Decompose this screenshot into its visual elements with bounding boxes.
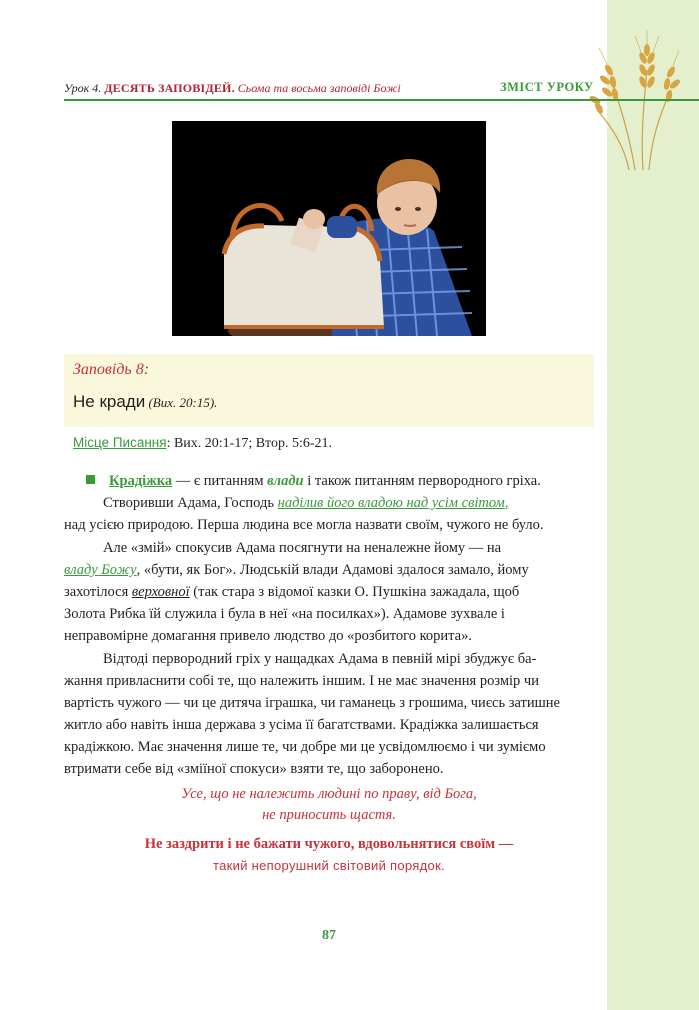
body-line-11: вартість чужого — чи це дитяча іграшка, чи гаманець з грошима, чиєсь затишне xyxy=(64,694,560,711)
commandment-box xyxy=(64,354,594,427)
quote-line: такий непорушний світовий порядок. xyxy=(213,858,445,873)
illustration-photo xyxy=(172,121,486,336)
body-line-10: жання привласнити собі те, що належить іншим. І не має значення розмір чи xyxy=(64,672,539,689)
body-line-4: Але «змій» спокусив Адама посягнути на неналежне йому — на xyxy=(103,539,502,556)
quote-happiness xyxy=(64,784,594,826)
commandment-text xyxy=(73,392,217,412)
term-theft-link[interactable]: Крадіжка xyxy=(109,473,173,489)
term-power: влади xyxy=(267,473,304,489)
page-number: 87 xyxy=(322,928,336,943)
body-text: , xyxy=(504,495,509,512)
child-with-purse-illustration xyxy=(172,121,486,336)
lesson-heading xyxy=(64,81,401,96)
scripture-link[interactable]: Місце Писання xyxy=(73,435,167,450)
body-line-12: житло або навіть інша держава з усіма її багатствами. Крадіжка залишається xyxy=(64,717,539,734)
quote-line: Усе, що не належить людині по праву, від Бога, xyxy=(181,786,477,802)
quote-line: не приносить щастя. xyxy=(262,807,396,823)
body-line-1 xyxy=(64,470,594,492)
body-text: Створивши Адама, Господь xyxy=(103,495,278,512)
body-line-7: Золота Рибка їй служила і була в неї «на посилках»). Адамове зухвале і xyxy=(64,606,505,623)
commandment-reference: (Вих. 20:15). xyxy=(145,395,218,410)
quote-line-bold: Не заздрити і не бажати чужого, вдовольнятися своїм — xyxy=(144,836,514,852)
body-line-3: над усією природою. Перша людина все могла назвати своїм, чужого не було. xyxy=(64,517,544,534)
header-divider xyxy=(64,99,699,101)
scripture-line xyxy=(73,435,332,452)
body-text: , «бути, як Бог». Людській влади Адамові здалося замало, йому xyxy=(136,561,529,578)
lesson-subtitle: Сьома та восьма заповіді Божі xyxy=(234,81,401,95)
commandment-main-text: Не кради xyxy=(73,392,146,411)
body-text: захотілося xyxy=(64,583,132,600)
commandment-label: Заповідь 8: xyxy=(73,361,150,378)
term-dominion-link[interactable]: наділив його владою над усім світом xyxy=(277,495,505,512)
term-gods-power-link[interactable]: владу Божу xyxy=(64,561,137,578)
body-line-14: втримати себе від «зміїної спокуси» взяти те, що заборонено. xyxy=(64,761,444,778)
body-line-5 xyxy=(64,559,594,581)
body-text: (так стара з відомої казки О. Пушкіна зажадала, щоб xyxy=(189,583,520,600)
lesson-prefix: Урок 4. xyxy=(64,81,105,95)
page-header xyxy=(64,78,607,98)
body-text: — є питанням xyxy=(172,473,268,489)
quote-world-order xyxy=(64,834,594,876)
term-supreme: верховної xyxy=(131,583,190,600)
body-text: і також питанням первородного гріха. xyxy=(303,473,541,489)
body-line-9: Відтоді первородний гріх у нащадках Адама в певній мірі збуджує ба- xyxy=(103,650,537,667)
body-line-13: крадіжкою. Має значення лише те, чи добре ми це усвідомлюємо і чи зуміємо xyxy=(64,739,546,756)
body-line-2 xyxy=(64,492,594,514)
bullet-square-icon xyxy=(86,475,95,484)
body-line-8: неправомірне домагання привело людство до «розбитого корита». xyxy=(64,628,472,645)
lesson-title: ДЕСЯТЬ ЗАПОВІДЕЙ. xyxy=(104,81,235,95)
contents-link[interactable]: ЗМІСТ УРОКУ xyxy=(500,80,594,94)
scripture-refs: : Вих. 20:1-17; Втор. 5:6-21. xyxy=(166,436,333,451)
body-line-6 xyxy=(64,581,594,603)
lesson-body xyxy=(64,470,594,781)
